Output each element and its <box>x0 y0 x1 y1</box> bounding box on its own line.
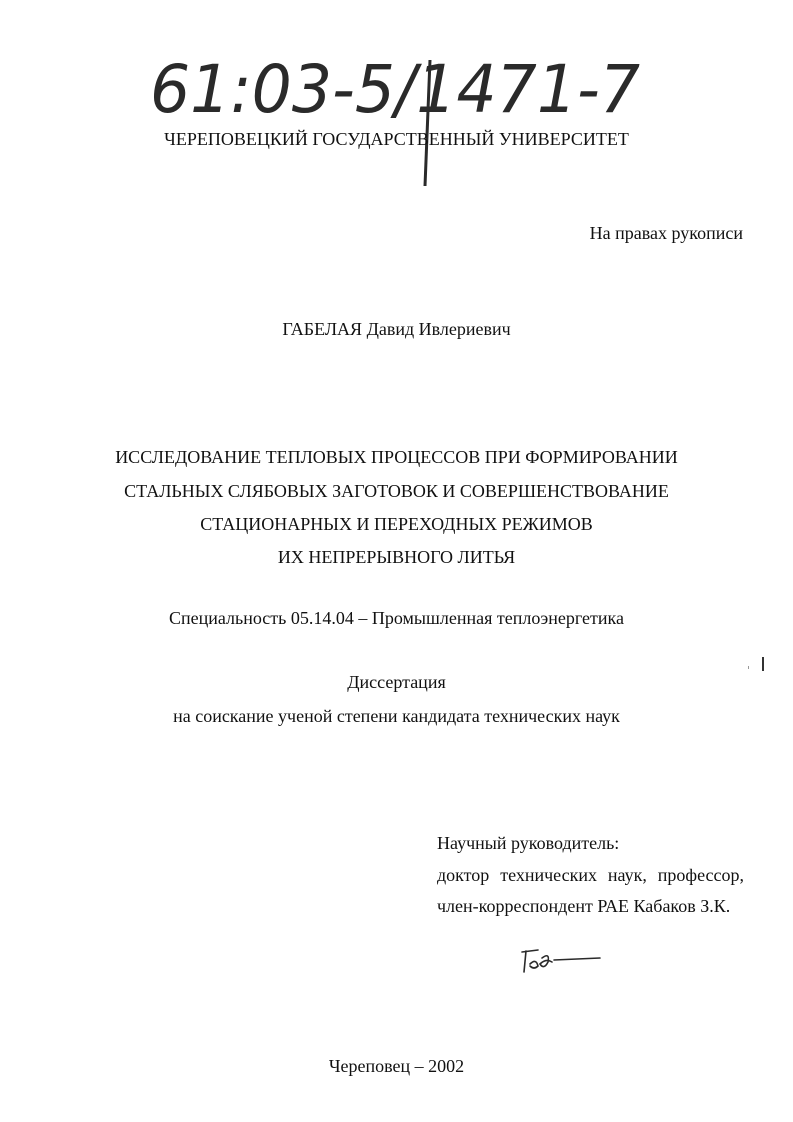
place-and-year: Череповец – 2002 <box>328 1056 465 1076</box>
handwritten-signature <box>512 944 604 980</box>
supervisor-heading: Научный руководитель: <box>437 833 620 853</box>
specialty: Специальность 05.14.04 – Промышленная теплоэнергетика <box>168 608 625 628</box>
scan-mark <box>762 657 764 671</box>
author-name: ГАБЕЛАЯ Давид Ивлериевич <box>282 319 511 339</box>
handwritten-archive-code <box>140 40 660 190</box>
work-type: Диссертация <box>347 672 446 692</box>
archive-code-text: 61:03-5/1471-7 <box>150 51 641 128</box>
supervisor-name: член-корреспондент РАЕ Кабаков З.К. <box>437 896 731 916</box>
thesis-title-line-1: ИССЛЕДОВАНИЕ ТЕПЛОВЫХ ПРОЦЕССОВ ПРИ ФОРМИРОВАНИИ <box>115 447 678 467</box>
degree-sought: на соискание ученой степени кандидата технических наук <box>173 706 620 726</box>
rights-note: На правах рукописи <box>589 223 743 243</box>
thesis-title-line-2: СТАЛЬНЫХ СЛЯБОВЫХ ЗАГОТОВОК И СОВЕРШЕНСТВОВАНИЕ <box>124 481 669 501</box>
scan-speck <box>748 666 749 669</box>
thesis-title-line-3: СТАЦИОНАРНЫХ И ПЕРЕХОДНЫХ РЕЖИМОВ <box>200 514 593 534</box>
university-name: ЧЕРЕПОВЕЦКИЙ ГОСУДАРСТВЕННЫЙ УНИВЕРСИТЕТ <box>164 129 629 149</box>
supervisor-degree: доктор технических наук, профессор, <box>437 865 744 885</box>
thesis-title-line-4: ИХ НЕПРЕРЫВНОГО ЛИТЬЯ <box>277 547 516 567</box>
signature-stroke <box>522 950 600 972</box>
